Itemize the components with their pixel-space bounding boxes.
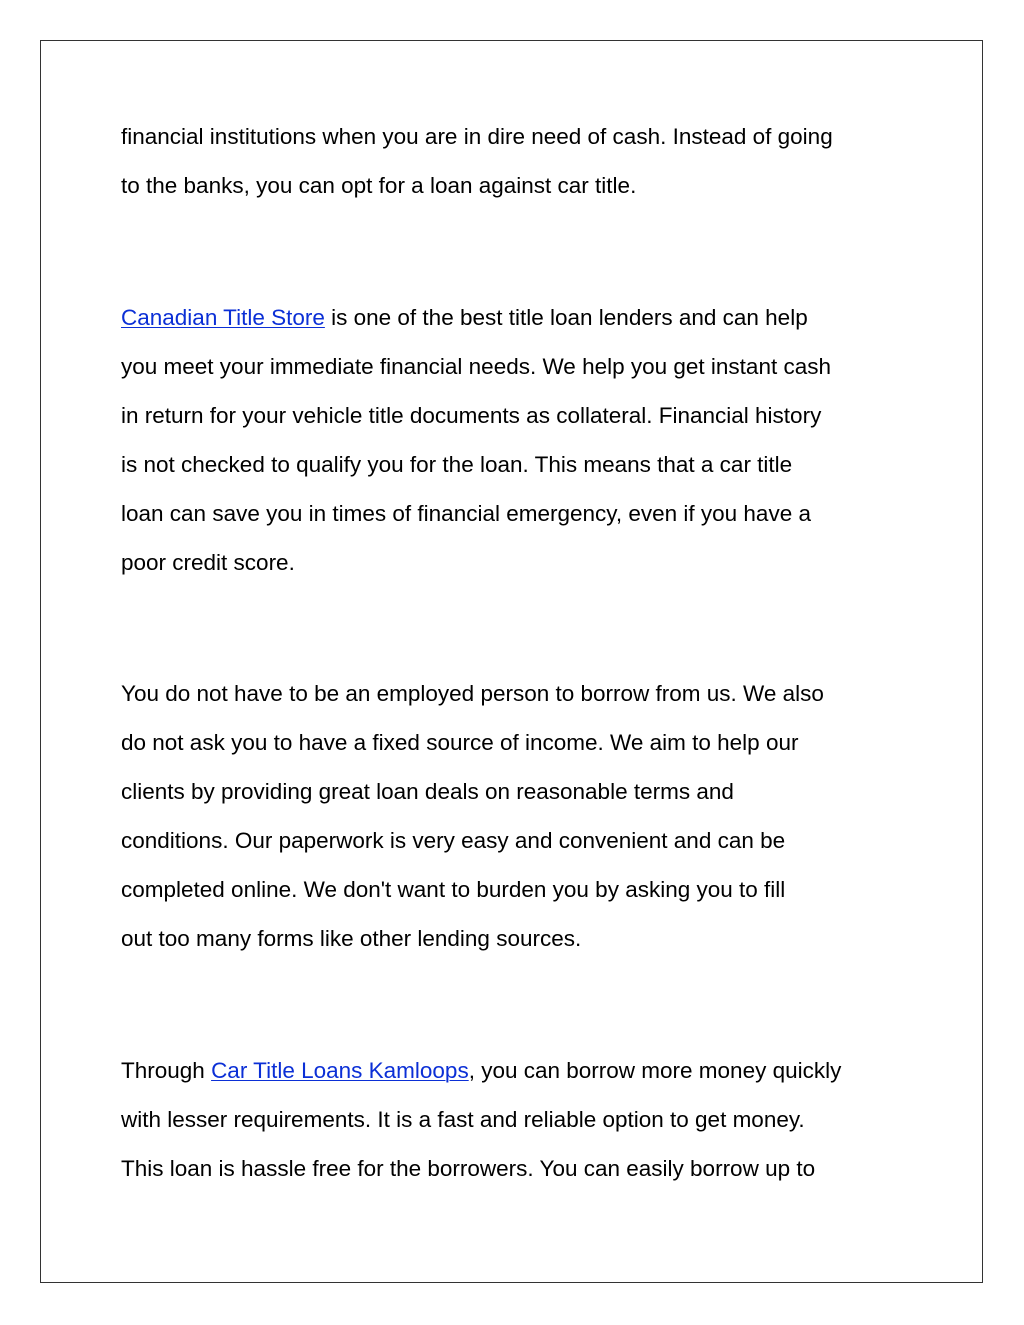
paragraph-3-line-5: completed online. We don't want to burden you by asking you to fill	[121, 877, 786, 902]
paragraph-4-line-1-text: , you can borrow more money quickly	[468, 1058, 842, 1083]
paragraph-2-line-1-text: is one of the best title loan lenders and can help	[324, 305, 808, 330]
paragraph-2-line-6: poor credit score.	[121, 550, 295, 575]
paragraph-2-line-5: loan can save you in times of financial emergency, even if you have a	[121, 501, 811, 526]
paragraph-3-line-2: do not ask you to have a fixed source of income. We aim to help our	[121, 730, 799, 755]
paragraph-2-line-1	[121, 304, 808, 332]
paragraph-3-line-3: clients by providing great loan deals on reasonable terms and	[121, 779, 734, 804]
paragraph-4-line-3: This loan is hassle free for the borrowers. You can easily borrow up to	[121, 1156, 816, 1181]
paragraph-2-line-4: is not checked to qualify you for the loan. This means that a car title	[121, 452, 793, 477]
paragraph-2-line-2: you meet your immediate financial needs. We help you get instant cash	[121, 354, 831, 379]
paragraph-4-line-1	[121, 1057, 841, 1085]
paragraph-3-line-1: You do not have to be an employed person to borrow from us. We also	[121, 681, 824, 706]
paragraph-4-line-2: with lesser requirements. It is a fast and reliable option to get money.	[121, 1107, 805, 1132]
paragraph-4-line-1-start: Through	[121, 1058, 212, 1083]
paragraph-1-line-2: to the banks, you can opt for a loan against car title.	[121, 173, 637, 198]
paragraph-3-line-6: out too many forms like other lending sources.	[121, 926, 582, 951]
paragraph-1-line-1: financial institutions when you are in dire need of cash. Instead of going	[121, 124, 833, 149]
car-title-loans-kamloops-link[interactable]: Car Title Loans Kamloops	[211, 1058, 469, 1083]
canadian-title-store-link[interactable]: Canadian Title Store	[121, 305, 325, 330]
paragraph-3-line-4: conditions. Our paperwork is very easy and convenient and can be	[121, 828, 786, 853]
page-frame	[40, 40, 983, 1283]
paragraph-2-line-3: in return for your vehicle title documents as collateral. Financial history	[121, 403, 822, 428]
